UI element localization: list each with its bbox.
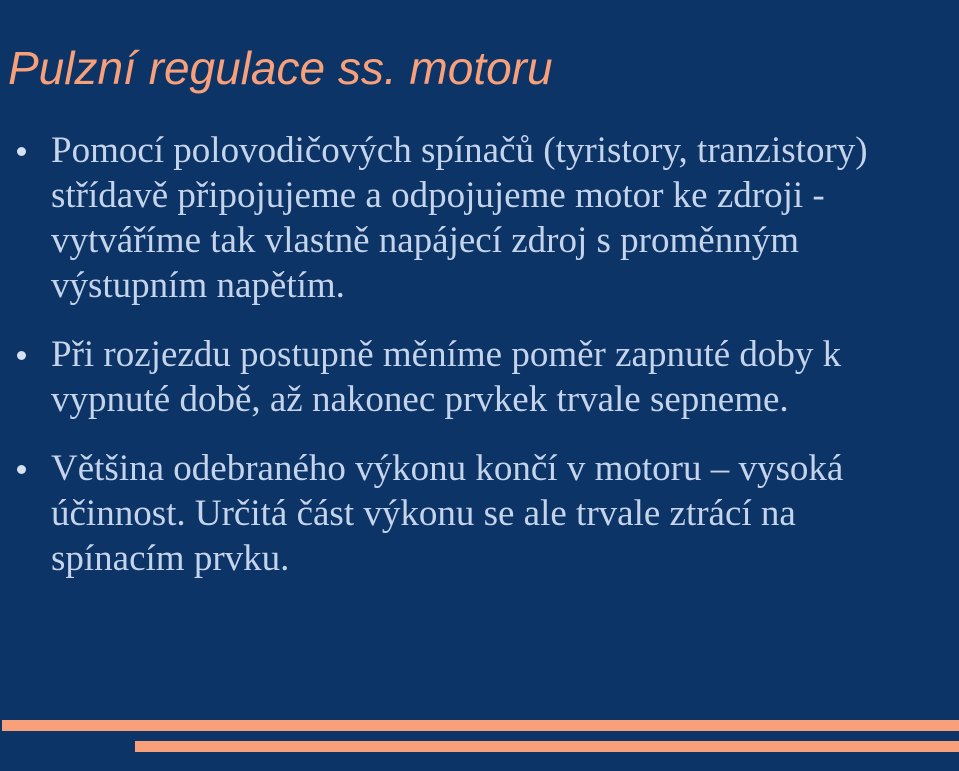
- decorative-bar-top: [2, 720, 959, 731]
- bullet-item: [0, 128, 930, 308]
- bullet-dot-icon: [17, 351, 26, 360]
- bullet-item: [0, 446, 930, 581]
- bullet-dot-icon: [17, 465, 26, 474]
- bullet-list: [0, 128, 930, 581]
- bullet-text: Při rozjezdu postupně měníme poměr zapnuté doby k vypnuté době, až nakonec prvkek trvale sepneme.: [51, 334, 842, 420]
- bullet-text: Pomocí polovodičových spínačů (tyristory, tranzistory) střídavě připojujeme a odpojujeme motor ke zdroji - vytváříme tak vlastně napájecí zdroj s proměnným výstupním napětím.: [51, 130, 868, 306]
- bullet-text: Většina odebraného výkonu končí v motoru – vysoká účinnost. Určitá část výkonu se ale trvale ztrácí na spínacím prvku.: [51, 448, 844, 579]
- bullet-dot-icon: [17, 147, 26, 156]
- decorative-bar-bottom: [135, 741, 959, 752]
- bullet-item: [0, 332, 930, 422]
- slide-title: Pulzní regulace ss. motoru: [8, 42, 553, 94]
